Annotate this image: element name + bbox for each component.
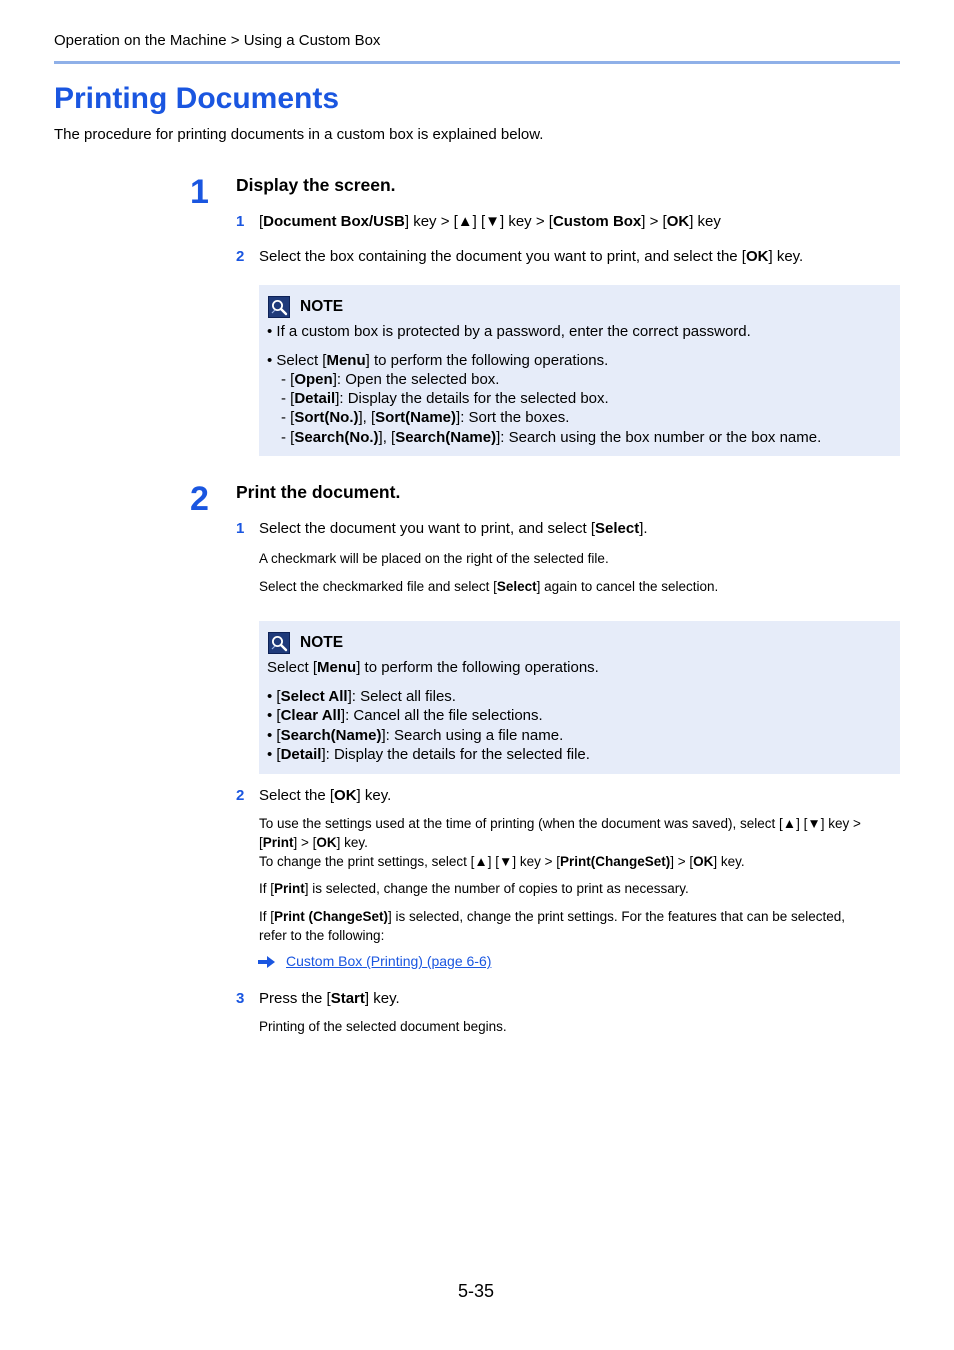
- breadcrumb: Operation on the Machine > Using a Custom Box: [54, 32, 381, 49]
- step-2-sub-1-para-2: Select the checkmarked file and select [Select] again to cancel the selection.: [259, 579, 719, 594]
- intro-text: The procedure for printing documents in a custom box is explained below.: [54, 126, 544, 143]
- step-2-sub-2-para-1c: To change the print settings, select [▲] [▼] key > [Print(ChangeSet)] > [OK] key.: [259, 854, 745, 869]
- note-2-item-clear-all: • [Clear All]: Cancel all the file selections.: [267, 707, 543, 724]
- note-1-item-open: - [Open]: Open the selected box.: [281, 371, 500, 388]
- step-2-sub-3-para-1: Printing of the selected document begins.: [259, 1019, 507, 1034]
- note-1-header: [268, 296, 343, 318]
- step-1-sub-2-text: Select the box containing the document you want to print, and select the [OK] key.: [259, 248, 804, 265]
- note-2-intro: Select [Menu] to perform the following operations.: [267, 659, 599, 676]
- step-2-sub-2-para-1b: [Print] > [OK] key.: [259, 835, 368, 850]
- step-2-sub-3-number: 3: [236, 990, 245, 1007]
- note-2-header: [268, 632, 343, 654]
- note-1-bullet-1: • If a custom box is protected by a password, enter the correct password.: [267, 323, 751, 340]
- step-2-sub-2-para-2: If [Print] is selected, change the number of copies to print as necessary.: [259, 881, 689, 896]
- note-2-item-detail: • [Detail]: Display the details for the selected file.: [267, 746, 590, 763]
- note-1-item-search: - [Search(No.)], [Search(Name)]: Search using the box number or the box name.: [281, 429, 822, 446]
- page-title: Printing Documents: [54, 82, 340, 115]
- step-2-sub-2-para-3a: If [Print (ChangeSet)] is selected, change the print settings. For the features that can be selected,: [259, 909, 846, 924]
- step-1-number: 1: [190, 173, 209, 211]
- note-1-label: NOTE: [300, 298, 344, 315]
- header-rule: [54, 61, 900, 64]
- step-2-sub-2-para-3b: refer to the following:: [259, 928, 385, 943]
- step-2-title: Print the document.: [236, 482, 401, 502]
- step-1-title: Display the screen.: [236, 175, 396, 195]
- link-arrow-icon: [258, 955, 275, 973]
- note-1-bullet-2: • Select [Menu] to perform the following operations.: [267, 352, 609, 369]
- note-2-label: NOTE: [300, 634, 344, 651]
- note-2-item-select-all: • [Select All]: Select all files.: [267, 688, 456, 705]
- note-box-2: [259, 621, 900, 774]
- step-1-sub-1-number: 1: [236, 213, 245, 230]
- step-1-sub-2-number: 2: [236, 248, 245, 265]
- note-box-1: [259, 285, 900, 456]
- note-2-item-search-name: • [Search(Name)]: Search using a file name.: [267, 727, 564, 744]
- step-2-sub-2-text: Select the [OK] key.: [259, 787, 392, 804]
- step-2-sub-1-text: Select the document you want to print, and select [Select].: [259, 520, 648, 537]
- step-2-number: 2: [190, 480, 209, 518]
- step-1-sub-1-text: [Document Box/USB] key > [▲] [▼] key > [Custom Box] > [OK] key: [259, 213, 721, 230]
- note-icon: [268, 296, 290, 318]
- step-2-sub-1-number: 1: [236, 520, 245, 537]
- step-2-sub-2-para-1a: To use the settings used at the time of printing (when the document was saved), select [▲] [▼] key >: [259, 816, 861, 831]
- note-1-item-detail: - [Detail]: Display the details for the selected box.: [281, 390, 609, 407]
- step-2-sub-3-text: Press the [Start] key.: [259, 990, 400, 1007]
- page-number: 5-35: [458, 1281, 495, 1301]
- step-2-sub-1-para-1: A checkmark will be placed on the right of the selected file.: [259, 551, 609, 566]
- custom-box-printing-link[interactable]: Custom Box (Printing) (page 6-6): [286, 953, 492, 969]
- note-1-item-sort: - [Sort(No.)], [Sort(Name)]: Sort the boxes.: [281, 409, 570, 426]
- step-2-sub-2-number: 2: [236, 787, 245, 804]
- note-icon: [268, 632, 290, 654]
